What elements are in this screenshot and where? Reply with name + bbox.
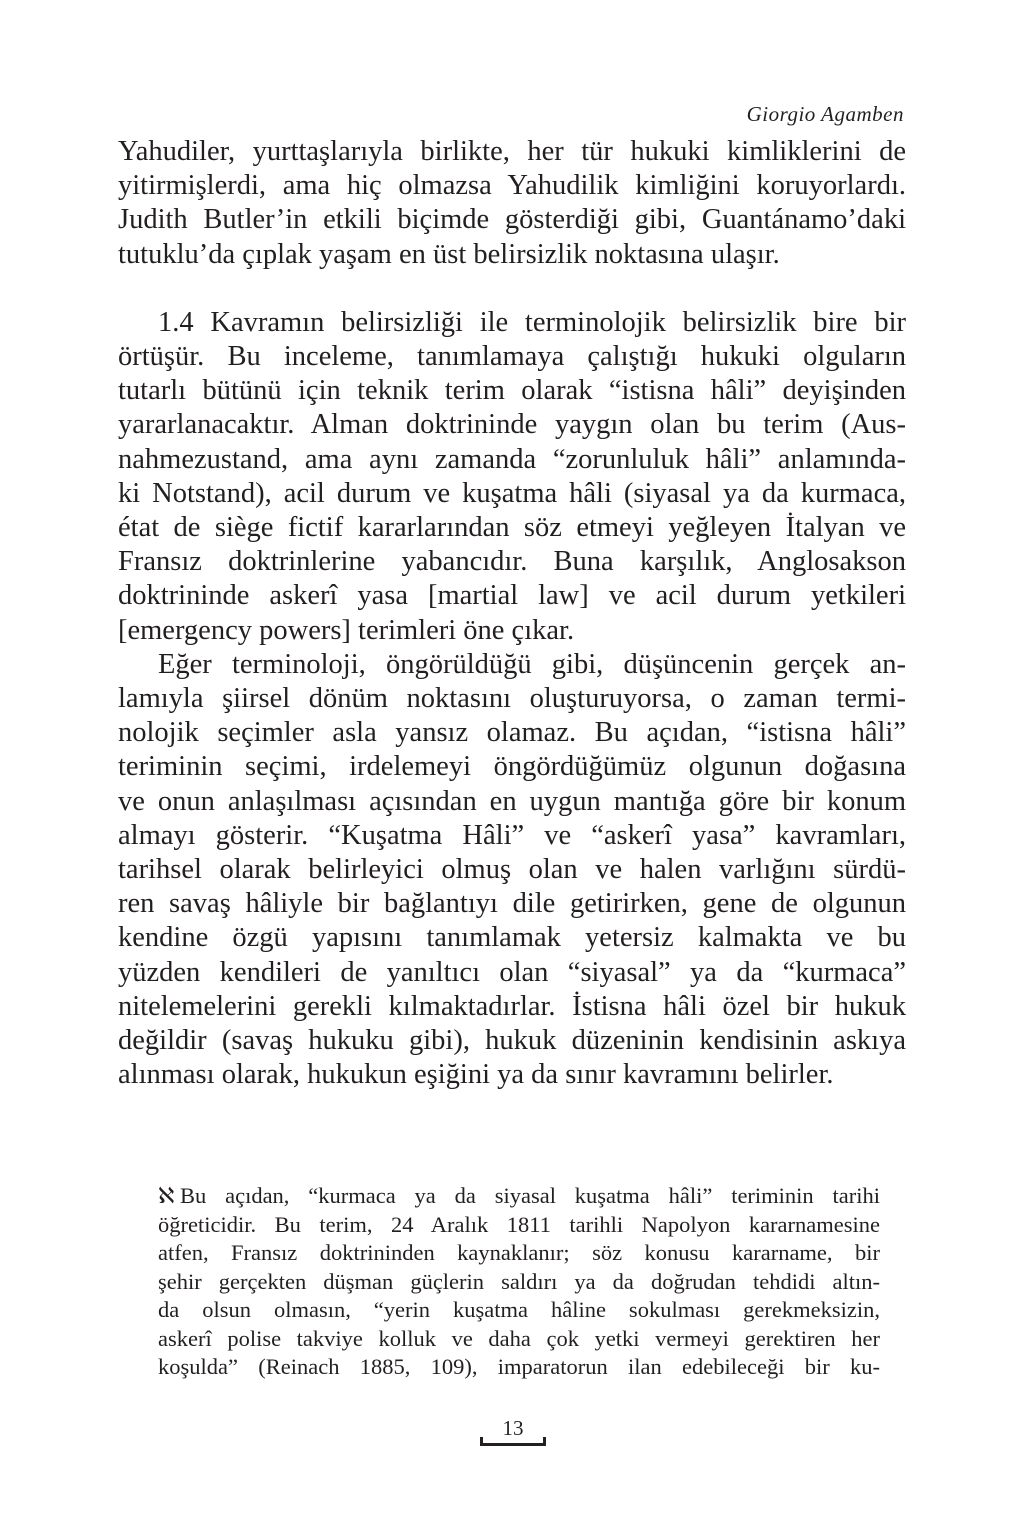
page-number-rule <box>480 1443 546 1446</box>
text-line: Yahudiler, yurttaşlarıyla birlikte, her tür hukuki kimliklerini de <box>118 136 906 167</box>
text-line: Judith Butler’in etkili biçimde gösterdiği gibi, Guantánamo’daki <box>118 204 906 236</box>
text-line: tutarlı bütünü için teknik terim olarak “istisna hâli” deyişinden <box>118 375 906 407</box>
footnote-line: da olsun olmasın, “yerin kuşatma hâline sokulması gerekmeksizin, <box>158 1297 880 1322</box>
footnote-line: koşulda” (Reinach 1885, 109), imparatorun ilan edebileceği bir ku- <box>158 1354 880 1379</box>
footnote-line: askerî polise takviye kolluk ve daha çok yetki vermeyi gerektiren her <box>158 1325 880 1351</box>
text-line: Eğer terminoloji, öngörüldüğü gibi, düşüncenin gerçek an- <box>158 648 906 680</box>
paragraph-3 <box>118 648 906 1093</box>
text-line: ve onun anlaşılması açısından en uygun mantığa göre bir konum <box>118 785 906 817</box>
text-line: [emergency powers] terimleri öne çıkar. <box>118 614 575 646</box>
text-line: 1.4 Kavramın belirsizliği ile terminolojik belirsizlik bire bir <box>158 306 906 338</box>
paragraph-1-4 <box>118 306 906 648</box>
text-line: Fransız doktrinlerine yabancıdır. Buna karşılık, Anglosakson <box>118 546 906 578</box>
text-line: nitelemelerini gerekli kılmaktadırlar. İstisna hâli özel bir hukuk <box>118 990 906 1022</box>
text-line: örtüşür. Bu inceleme, tanımlamaya çalıştığı hukuki olguların <box>118 341 906 373</box>
text-line: alınması olarak, hukukun eşiğini ya da sınır kavramını belirler. <box>118 1059 834 1091</box>
text-line: tarihsel olarak belirleyici olmuş olan ve halen varlığını sürdü- <box>118 854 906 886</box>
text-line: kendine özgü yapısını tanımlamak yetersiz kalmakta ve bu <box>118 922 906 954</box>
text-line: almayı gösterir. “Kuşatma Hâli” ve “askerî yasa” kavramları, <box>118 819 906 851</box>
footnote-line: şehir gerçekten düşman güçlerin saldırı ya da doğrudan tehdidi altın- <box>158 1268 880 1294</box>
text-line: yüzden kendileri de yanıltıcı olan “siyasal” ya da “kurmaca” <box>118 956 906 988</box>
footnote-line: öğreticidir. Bu terim, 24 Aralık 1811 tarihli Napolyon kararnamesine <box>158 1211 880 1237</box>
page-number: 13 <box>502 1416 524 1440</box>
text-line: tutuklu’da çıplak yaşam en üst belirsizlik noktasına ulaşır. <box>118 238 780 270</box>
text-line: nahmezustand, ama aynı zamanda “zorunluluk hâli” anlamında- <box>118 443 906 475</box>
text-line: yararlanacaktır. Alman doktrininde yaygın olan bu terim (Aus- <box>118 409 906 441</box>
paragraph-1 <box>118 135 906 272</box>
text-line: ki Notstand), acil durum ve kuşatma hâli (siyasal ya da kurmaca, <box>118 477 906 509</box>
text-line: nolojik seçimler asla yansız olamaz. Bu açıdan, “istisna hâli” <box>118 717 906 749</box>
text-line: değildir (savaş hukuku gibi), hukuk düzeninin kendisinin askıya <box>118 1025 906 1057</box>
footnote-line: Bu açıdan, “kurmaca ya da siyasal kuşatma hâli” teriminin tarihi <box>180 1183 880 1208</box>
text-line: yitirmişlerdi, ama hiç olmazsa Yahudilik kimliğini koruyorlardı. <box>118 170 906 202</box>
aleph-icon: ℵ <box>158 1183 175 1208</box>
text-line: état de siège fictif kararlarından söz etmeyi yeğleyen İtalyan ve <box>118 512 906 544</box>
running-header: Giorgio Agamben <box>746 102 904 126</box>
footnote <box>158 1182 880 1382</box>
main-text <box>118 135 906 1092</box>
text-line: teriminin seçimi, irdelemeyi öngördüğümüz olgunun doğasına <box>118 751 906 783</box>
text-line: lamıyla şiirsel dönüm noktasını oluşturuyorsa, o zaman termi- <box>118 683 906 715</box>
page-number-block <box>480 1416 546 1446</box>
text-line: ren savaş hâliyle bir bağlantıyı dile getirirken, gene de olgunun <box>118 888 906 920</box>
footnote-line: atfen, Fransız doktrininden kaynaklanır; söz konusu kararname, bir <box>158 1240 880 1265</box>
text-line: doktrininde askerî yasa [martial law] ve acil durum yetkileri <box>118 580 906 612</box>
